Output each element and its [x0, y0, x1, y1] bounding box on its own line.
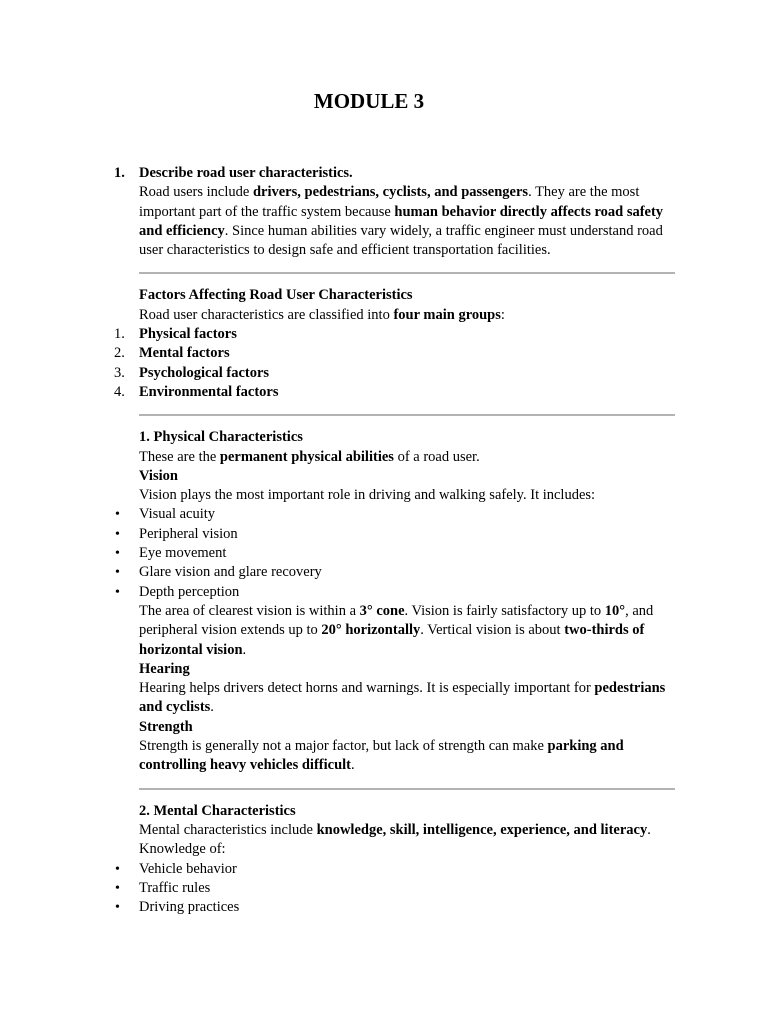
heading-text: 2. Mental Characteristics: [139, 802, 296, 819]
intro-text: Road user characteristics are classified into: [139, 306, 394, 323]
bullet-text: Glare vision and glare recovery: [139, 564, 322, 581]
section-intro: [139, 821, 679, 840]
item-label: Psychological factors: [139, 364, 270, 381]
intro-bold: permanent physical abilities: [219, 448, 394, 465]
bullet-text: Traffic rules: [139, 879, 211, 896]
heading-text: Factors Affecting Road User Characteristics: [139, 287, 413, 304]
detail-text: .: [242, 641, 247, 658]
numbered-item: [114, 344, 679, 363]
intro-text: These are the: [139, 448, 220, 465]
answer-text: . Since human abilities vary widely, a traffic engineer must understand road user characteristics to design safe and efficient transportation facilities.: [139, 222, 663, 259]
intro-text: .: [647, 821, 651, 838]
question-answer: [139, 183, 679, 260]
item-number: 3.: [114, 364, 125, 381]
answer-bold: drivers, pedestrians, cyclists, and passengers: [252, 184, 529, 201]
detail-bold: 3° cone: [359, 602, 405, 619]
question-number: 1.: [114, 165, 125, 181]
detail-text: .: [351, 757, 355, 774]
section-intro: [139, 306, 679, 325]
hearing-detail: [139, 679, 679, 718]
bullet-icon: •: [115, 880, 120, 896]
detail-bold: two-thirds of horizontal vision: [139, 622, 645, 658]
item-number: 1.: [114, 326, 125, 343]
subheading-text: Strength: [139, 718, 193, 735]
bullet-icon: •: [115, 507, 120, 523]
detail-text: Hearing helps drivers detect horns and warnings. It is especially important for: [139, 680, 595, 697]
subheading-strength: [139, 718, 679, 737]
knowledge-label: Knowledge of:: [139, 841, 226, 858]
item-label: Environmental factors: [139, 383, 279, 400]
detail-text: Strength is generally not a major factor, but lack of strength can make: [139, 738, 548, 755]
section-heading: [139, 428, 679, 447]
numbered-item: [114, 325, 679, 344]
question-heading: [114, 164, 679, 183]
subheading-text: Hearing: [139, 660, 190, 677]
bullet-item: [115, 544, 679, 563]
item-number: 4.: [114, 383, 125, 400]
heading-text: 1. Physical Characteristics: [139, 429, 303, 446]
detail-text: The area of clearest vision is within a: [139, 602, 360, 619]
item-number: 2.: [114, 345, 125, 362]
bullet-item: [115, 505, 679, 524]
bullet-text: Peripheral vision: [139, 525, 238, 542]
bullet-icon: •: [115, 900, 120, 916]
bullet-item: [115, 898, 679, 917]
numbered-item: [114, 383, 679, 402]
vision-detail: [139, 602, 679, 660]
answer-text: Road users include: [139, 184, 253, 201]
section-heading: [139, 286, 679, 305]
numbered-item: [114, 364, 679, 383]
subheading-hearing: [139, 660, 679, 679]
vision-intro: Vision plays the most important role in driving and walking safely. It includes:: [139, 487, 596, 504]
answer-bold: human behavior directly affects road safety and efficiency: [139, 203, 664, 239]
bullet-item: [115, 879, 679, 898]
detail-text: . Vision is fairly satisfactory up to: [404, 602, 605, 619]
bullet-icon: •: [115, 584, 120, 600]
bullet-icon: •: [115, 546, 120, 562]
bullet-icon: •: [115, 861, 120, 877]
document-body: [114, 164, 679, 917]
bullet-text: Vehicle behavior: [139, 860, 237, 877]
detail-text: . Vertical vision is about: [420, 622, 565, 639]
strength-detail: [139, 737, 679, 776]
subheading-vision: [139, 467, 679, 486]
detail-bold: 20° horizontally: [321, 622, 421, 639]
bullet-item: [115, 525, 679, 544]
section-intro: [139, 448, 679, 467]
answer-text: . They are the most important part of the traffic system because: [139, 184, 640, 220]
intro-bold: knowledge, skill, intelligence, experience, and literacy: [316, 821, 648, 838]
intro-bold: four main groups: [393, 306, 501, 323]
detail-bold: pedestrians and cyclists: [139, 680, 666, 716]
intro-text: Mental characteristics include: [139, 821, 317, 838]
detail-bold: parking and controlling heavy vehicles difficult: [139, 738, 624, 774]
bullet-text: Eye movement: [139, 545, 227, 562]
detail-bold: 10°: [604, 602, 626, 619]
intro-text: :: [500, 306, 505, 323]
subheading-text: Vision: [139, 467, 178, 484]
question-text: Describe road user characteristics.: [139, 165, 353, 181]
bullet-item: [115, 860, 679, 879]
bullet-item: [115, 583, 679, 602]
bullet-text: Driving practices: [139, 899, 240, 916]
section-heading: [139, 802, 679, 821]
bullet-text: Depth perception: [139, 583, 240, 600]
bullet-icon: •: [115, 526, 120, 542]
item-label: Mental factors: [139, 345, 230, 362]
bullet-icon: •: [115, 565, 120, 581]
intro-text: of a road user.: [393, 448, 480, 465]
bullet-item: [115, 563, 679, 582]
detail-text: .: [210, 699, 214, 716]
bullet-text: Visual acuity: [139, 506, 216, 523]
item-label: Physical factors: [139, 326, 237, 343]
detail-text: , and peripheral vision extends up to: [139, 602, 654, 639]
page-title: MODULE 3: [313, 89, 425, 113]
